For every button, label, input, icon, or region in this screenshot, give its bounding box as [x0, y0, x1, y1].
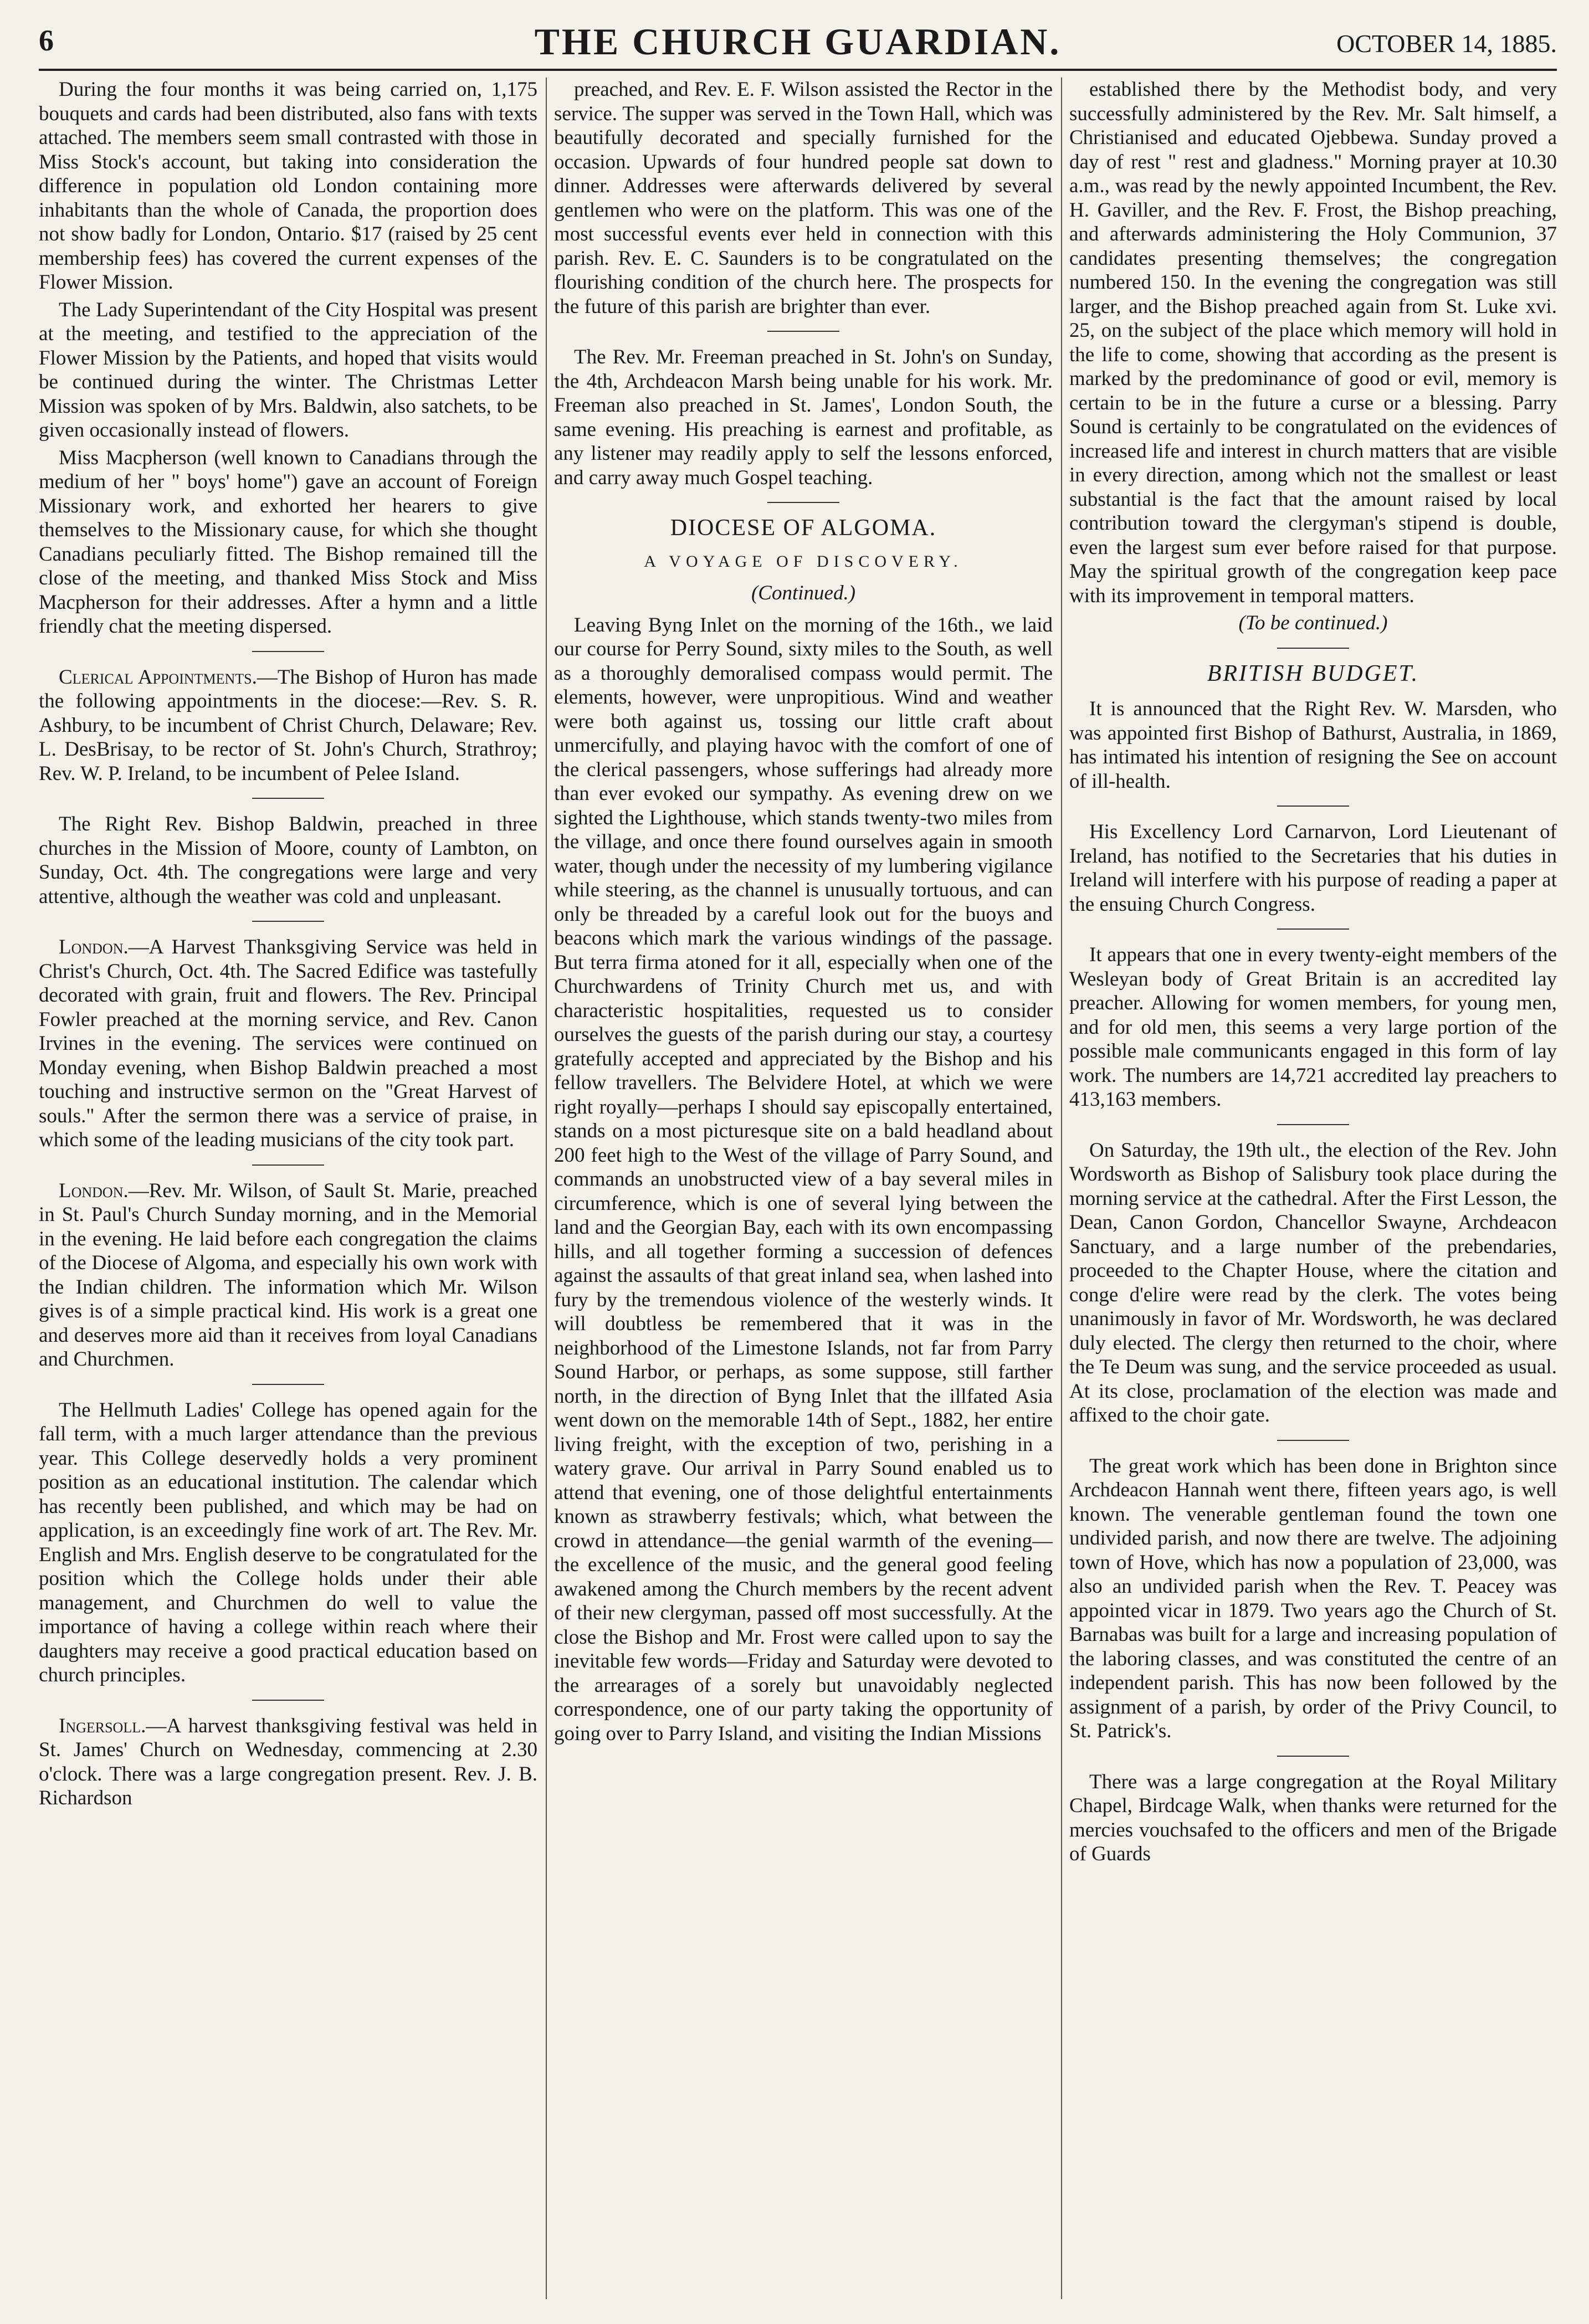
article-paragraph: Miss Macpherson (well known to Canadians through the medium of her " boys' home") gave an account of Foreign Missionary work, and exhorted her hearers to give themselves to the Missionary cause, for which she thought Canadians peculiarly fitted. The Bishop remained till the close of the meeting, and thanked Miss Stock and Miss Macpherson for their addresses. After a hymn and a little friendly chat the meeting dispersed.: [39, 446, 537, 638]
divider: [252, 798, 324, 799]
article-paragraph: The great work which has been done in Brighton since Archdeacon Hannah went there, fifteen years ago, is well known. The venerable gentleman found the town one undivided parish, and now there are twelve. The adjoining town of Hove, which has now a population of 23,000, was also an undivided parish when the Rev. T. Peacey was appointed vicar in 1879. Two years ago the Church of St. Barnabas was built for a large and increasing population of the laboring classes, and was constituted the centre of an independent parish. This has now been followed by the assignment of a parish, by order of the Privy Council, to St. Patrick's.: [1069, 1454, 1557, 1742]
newspaper-title: THE CHURCH GUARDIAN.: [534, 20, 1062, 63]
article-paragraph: His Excellency Lord Carnarvon, Lord Lieutenant of Ireland, has notified to the Secretaries that his duties in Ireland will interfere with his purpose of reading a paper at the ensuing Church Congress.: [1069, 820, 1557, 916]
continued-note: (Continued.): [751, 582, 856, 604]
divider: [1277, 928, 1349, 930]
article-paragraph: [39, 665, 537, 786]
article-paragraph: During the four months it was being carried on, 1,175 bouquets and cards had been distributed, also fans with texts attached. The members seem small contrasted with those in Miss Stock's account, but taking into consideration the difference in population old London containing more inhabitants than the whole of Canada, the proportion does not show badly for London, Ontario. $17 (raised by 25 cent membership fees) has covered the current expenses of the Flower Mission.: [39, 78, 537, 294]
divider: [252, 921, 324, 922]
column-1: [39, 78, 537, 2299]
column-2: [554, 78, 1053, 2299]
section-heading: BRITISH BUDGET.: [1207, 660, 1419, 686]
divider: [252, 1384, 324, 1385]
section-heading: DIOCESE OF ALGOMA.: [670, 515, 937, 541]
paragraph-lead: Ingersoll.: [59, 1714, 146, 1737]
column-rule: [1061, 78, 1062, 2299]
article-paragraph: preached, and Rev. E. F. Wilson assisted the Rector in the service. The supper was served in the Town Hall, which was beautifully decorated and specially furnished for the occasion. Upwards of four hundred people sat down to dinner. Addresses were afterwards delivered by several gentlemen who were on the platform. This was one of the most successful events ever held in connection with this parish. Rev. E. C. Saunders is to be congratulated on the flourishing condition of the church here. The prospects for the future of this parish are brighter than ever.: [554, 78, 1053, 318]
divider: [252, 1164, 324, 1166]
article-paragraph: On Saturday, the 19th ult., the election of the Rev. John Wordsworth as Bishop of Salisbury took place during the morning service at the cathedral. After the First Lesson, the Dean, Canon Gordon, Chancellor Swayne, Archdeacon Sanctuary, and a large number of the prebendaries, proceeded to the Chapter House, where the citation and conge d'elire were read by the clerk. The votes being unanimously in favor of Mr. Wordsworth, he was declared duly elected. The clergy then returned to the choir, where the Te Deum was sung, and the service proceeded as usual. At its close, proclamation of the election was made and affixed to the choir gate.: [1069, 1138, 1557, 1427]
article-paragraph: [39, 935, 537, 1152]
paragraph-body: —A Harvest Thanksgiving Service was held in Christ's Church, Oct. 4th. The Sacred Edifice was tastefully decorated with grain, fruit and flowers. The Rev. Principal Fowler preached at the morning service, and Rev. Canon Irvines in the evening. The services were continued on Monday evening, when Bishop Baldwin preached a most touching and instructive sermon on the "Great Harvest of souls." After the sermon there was a service of praise, in which some of the leading musicians of the city took part.: [39, 936, 537, 1151]
article-paragraph: The Lady Superintendant of the City Hospital was present at the meeting, and testified to the appreciation of the Flower Mission by the Patients, and hoped that visits would be continued during the winter. The Christmas Letter Mission was spoken of by Mrs. Baldwin, also satchets, to be given occasionally instead of flowers.: [39, 298, 537, 442]
paragraph-lead: Clerical Appointments.: [59, 665, 257, 689]
divider: [767, 331, 839, 332]
article-paragraph: The Right Rev. Bishop Baldwin, preached in three churches in the Mission of Moore, county of Lambton, on Sunday, Oct. 4th. The congregations were large and very attentive, although the weather was cold and unpleasant.: [39, 813, 537, 908]
article-paragraph: It appears that one in every twenty-eight members of the Wesleyan body of Great Britain is an accredited lay preacher. Allowing for women members, for young men, and for old men, this seems a very large portion of the possible male communicants engaged in this form of lay work. The numbers are 14,721 accredited lay preachers to 413,163 members.: [1069, 943, 1557, 1111]
divider: [252, 651, 324, 652]
divider: [1277, 1124, 1349, 1125]
issue-date: OCTOBER 14, 1885.: [1336, 29, 1557, 58]
divider: [252, 1700, 324, 1701]
to-be-continued-note: (To be continued.): [1238, 612, 1388, 634]
article-paragraph: The Hellmuth Ladies' College has opened again for the fall term, with a much larger attendance than the previous year. This College deservedly holds a very prominent position as an educational institution. The calendar which has recently been published, and which may be had on application, is an exceedingly fine work of art. The Rev. Mr. English and Mrs. English deserve to be congratulated for the position which the College holds under their able management, and Churchmen do well to value the importance of having a college within reach where their daughters may receive a good practical education based on church principles.: [39, 1398, 537, 1686]
article-paragraph: The Rev. Mr. Freeman preached in St. John's on Sunday, the 4th, Archdeacon Marsh being unable for his work. Mr. Freeman also preached in St. James', London South, the same evening. His preaching is earnest and profitable, as any listener may readily apply to self the lessons enforced, and carry away much Gospel teaching.: [554, 346, 1053, 489]
paragraph-lead: London.: [59, 936, 129, 958]
page-number: 6: [39, 24, 54, 57]
article-paragraph: [39, 1179, 537, 1372]
paragraph-body: —The Bishop of Huron has made the following appointments in the diocese:—Rev. S. R. Ashbury, to be incumbent of Christ Church, Delaware; Rev. L. DesBrisay, to be rector of St. John's Church, Strathroy; Rev. W. P. Ireland, to be incumbent of Pelee Island.: [39, 665, 537, 785]
divider: [1277, 1756, 1349, 1757]
article-paragraph: It is announced that the Right Rev. W. Marsden, who was appointed first Bishop of Bathurst, Australia, in 1869, has intimated his intention of resigning the See on account of ill-health.: [1069, 697, 1557, 793]
column-3: [1069, 78, 1557, 2299]
article-paragraph: There was a large congregation at the Royal Military Chapel, Birdcage Walk, when thanks were returned for the mercies vouchsafed to the officers and men of the Brigade of Guards: [1069, 1770, 1557, 1865]
divider: [1277, 806, 1349, 807]
masthead: [39, 19, 1557, 71]
section-subheading: A VOYAGE OF DISCOVERY.: [644, 552, 963, 571]
paragraph-lead: London.: [59, 1179, 129, 1202]
article-paragraph: Leaving Byng Inlet on the morning of the 16th., we laid our course for Perry Sound, sixty miles to the South, as well as a thoroughly demoralised compass would permit. The elements, however, were unpropitious. Wind and weather were both against us, tossing our little craft about unmercifully, and playing havoc with the comfort of one of the clerical passengers, whose sufferings had already more than ever evoked our sympathy. As evening drew on we sighted the Lighthouse, which stands twenty-two miles from the village, and once there found ourselves again in smooth water, though under the necessity of my lumbering vigilance while steering, as the channel is unusually tortuous, and can only be threaded by a careful look out for the buoys and beacons which mark the various windings of the passage. But terra firma atoned for it all, especially when one of the Churchwardens of Trinity Church met us, and with characteristic hospitalities, requested us to consider ourselves the guests of the parish during our stay, a courtesy gratefully accepted and appreciated by the Bishop and his fellow travellers. The Belvidere Hotel, at which we were right royally—perhaps I should say episcopally entertained, stands on a most picturesque site on a bald headland about 200 feet high to the West of the village of Parry Sound, and commands an unobstructed view of a bay several miles in circumference, which is one of several lying between the land and the Georgian Bay, each with its own encompassing hills, and all together forming a succession of defences against the assaults of that great inland sea, when lashed into fury by the tremendous violence of the westerly winds. It will doubtless be remembered that it was in the neighborhood of the Limestone Islands, not far from Parry Sound Harbor, or perhaps, as some suppose, still farther north, in the direction of Byng Inlet that the illfated Asia went down on the memorable 14th of Sept., 1882, her entire living freight, with the exception of two, perishing in a watery grave. Our arrival in Parry Sound enabled us to attend that evening, one of those delightful entertainments known as strawberry festivals; which, what between the crowd in attendance—the genial warmth of the evening—the excellence of the music, and the general good feeling awakened among the Church members by the recent advent of their new clergyman, passed off most successfully. At the close the Bishop and Mr. Frost were called upon to say the inevitable few words—Friday and Saturday were devoted to the arrearages of a sorely but unavoidably neglected correspondence, one of our party taking the opportunity of going over to Parry Island, and visiting the Indian Missions: [554, 613, 1053, 1745]
divider: [767, 502, 839, 503]
column-rule: [546, 78, 547, 2299]
paragraph-body: —A harvest thanksgiving festival was held in St. James' Church on Wednesday, commencing at 2.30 o'clock. There was a large congregation present. Rev. J. B. Richardson: [39, 1714, 537, 1809]
divider: [1277, 1440, 1349, 1441]
article-paragraph: [39, 1714, 537, 1810]
paragraph-body: —Rev. Mr. Wilson, of Sault St. Marie, preached in St. Paul's Church Sunday morning, and in the Memorial in the evening. He laid before each congregation the claims of the Diocese of Algoma, and especially his own work with the Indian children. The information which Mr. Wilson gives is of a simple practical kind. His work is a great one and deserves more aid than it receives from loyal Canadians and Churchmen.: [39, 1179, 537, 1371]
divider: [1277, 648, 1349, 649]
article-paragraph: established there by the Methodist body, and very successfully administered by the Rev. Mr. Salt himself, a Christianised and educated Ojebbewa. Sunday proved a day of rest " rest and gladness." Morning prayer at 10.30 a.m., was read by the newly appointed Incumbent, the Rev. H. Gaviller, and the Rev. F. Frost, the Bishop preaching, and afterwards administering the Holy Communion, 37 candidates presenting themselves; the congregation numbered 150. In the evening the congregation was still larger, and the Bishop preached again from St. Luke xvi. 25, on the subject of the place which memory will hold in the life to come, showing that according as the present is marked by the predominance of good or evil, memory is certain to be in the future a curse or a blessing. Parry Sound is certainly to be congratulated on the evidences of increased life and interest in church matters that are visible in every direction, among which not the smallest or least substantial is the fact that the amount raised by local contribution toward the clergyman's stipend is double, even the largest sum ever before raised for that purpose. May the spiritual growth of the congregation keep pace with its improvement in temporal matters.: [1069, 78, 1557, 607]
